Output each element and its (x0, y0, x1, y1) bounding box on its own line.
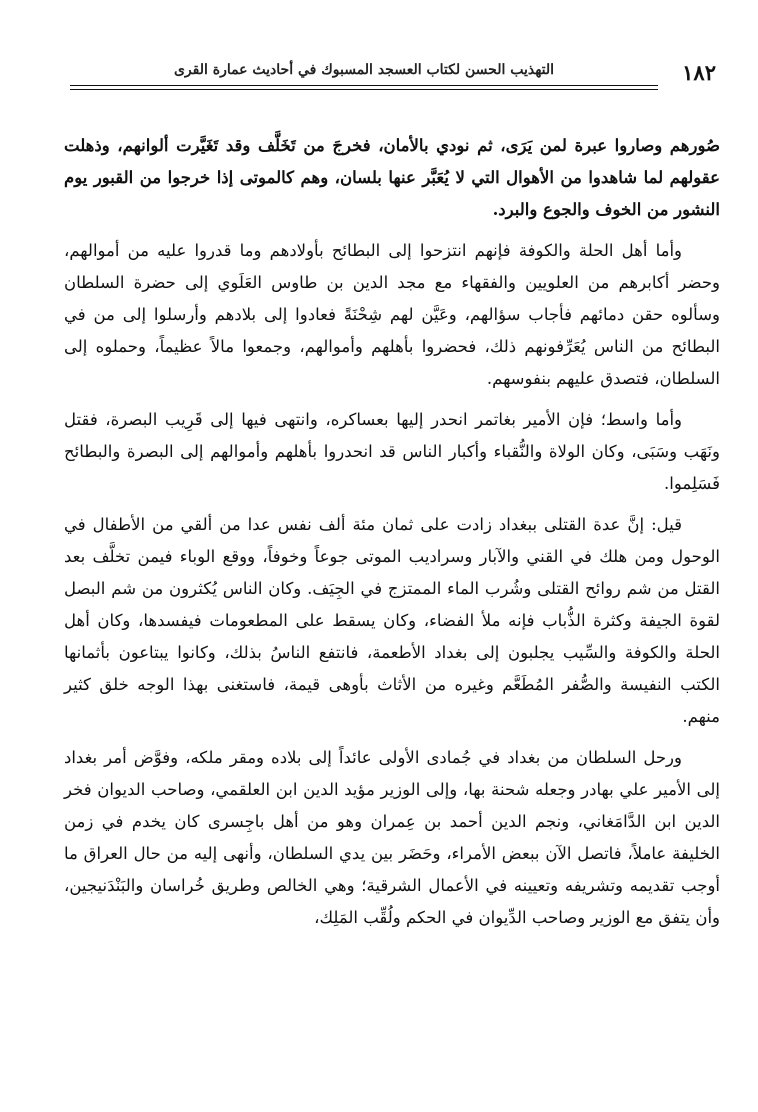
header-rule-thin (70, 89, 658, 90)
paragraph: ورحل السلطان من بغداد في جُمادى الأولى عائداً إلى بلاده ومقر ملكه، وفوَّض أمر بغداد إلى الأمير علي بهادر وجعله شحنة بها، وإلى الوزير مؤيد الدين ابن العلقمي، وصاحب الديوان فخر الدين ابن الدَّامَغاني، ونجم الدين أحمد بن عِمران وهو من أهل باجِسرى كان يخدم في زمن الخليفة عاملاً، فاتصل الآن ببعض الأمراء، وحَضَر بين يدي السلطان، وأنهى إليه من حال العراق ما أوجب تقديمه وتشريفه وتعيينه في الأعمال الشرقية؛ وهي الخالص وطريق خُراسان والبَنْدَنيجين، وأن يتفق مع الوزير وصاحب الدِّيوان في الحكم ولُقِّب المَلِك، (64, 748, 720, 927)
body-text (64, 130, 720, 943)
paragraph: صُورهم وصاروا عبرة لمن يَرَى، ثم نودي بالأمان، فخرجَ من تَخَلَّف وقد تَغَيَّرت ألوانهم، وذهلت عقولهم لما شاهدوا من الأهوال التي لا يُعَبَّر عنها بلسان، وهم كالموتى إذا خرجوا من القبور يوم النشور من الخوف والجوع والبرد. (64, 136, 720, 219)
paragraph: وأما واسط؛ فإن الأمير بغاتمر انحدر إليها بعساكره، وانتهى فيها إلى قَرِيب البصرة، فقتل ونَهَب وسَبَى، وكان الولاة والنُّقباء وأكبار الناس قد انحدروا بأهلهم وأموالهم إلى البصرة والبطائح فَسَلِموا. (64, 410, 720, 493)
page-number: ١٨٢ (682, 60, 716, 85)
page-header (70, 58, 716, 92)
running-title: التهذيب الحسن لكتاب العسجد المسبوك في أحاديث عمارة القرى (173, 62, 555, 78)
header-rule (70, 85, 658, 86)
paragraph: قيل: إنَّ عدة القتلى ببغداد زادت على ثمان مئة ألف نفس عدا من ألقي من الأطفال في الوحول ومن هلك في القني والآبار وسراديب الموتى جوعاً وخوفاً، ووقع الوباء فيمن تخلَّف بعد القتل من شم روائح القتلى وشُرب الماء الممتزج في الجِيَف. وكان الناس يُكثرون من شم البصل لقوة الجيفة وكثرة الذُّباب فإنه ملأ الفضاء، وكان يسقط على المطعومات فيفسدها، وكان أهل الحلة والكوفة والسِّيب يجلبون إلى بغداد الأطعمة، فانتفع الناسُ بذلك، وكانوا يبتاعون بأثمانها الكتب النفيسة والصُّفر المُطَعَّم وغيره من الأثاث بأوهى قيمة، فاستغنى بهذا الوجه خلق كثير منهم. (64, 515, 720, 726)
paragraph: وأما أهل الحلة والكوفة فإنهم انتزحوا إلى البطائح بأولادهم وما قدروا عليه من أموالهم، وحضر أكابرهم من العلويين والفقهاء مع مجد الدين بن طاوس العَلَوي إلى حضرة السلطان وسألوه حقن دمائهم فأجاب سؤالهم، وعَيَّن لهم شِحْنَةً فعادوا إلى بلادهم وأرسلوا إلى من في البطائح من الناس يُعَرِّفونهم ذلك، فحضروا بأهلهم وأموالهم، وجمعوا مالاً عظيماً، وحملوه إلى السلطان، فتصدق عليهم بنفوسهم. (64, 241, 720, 388)
